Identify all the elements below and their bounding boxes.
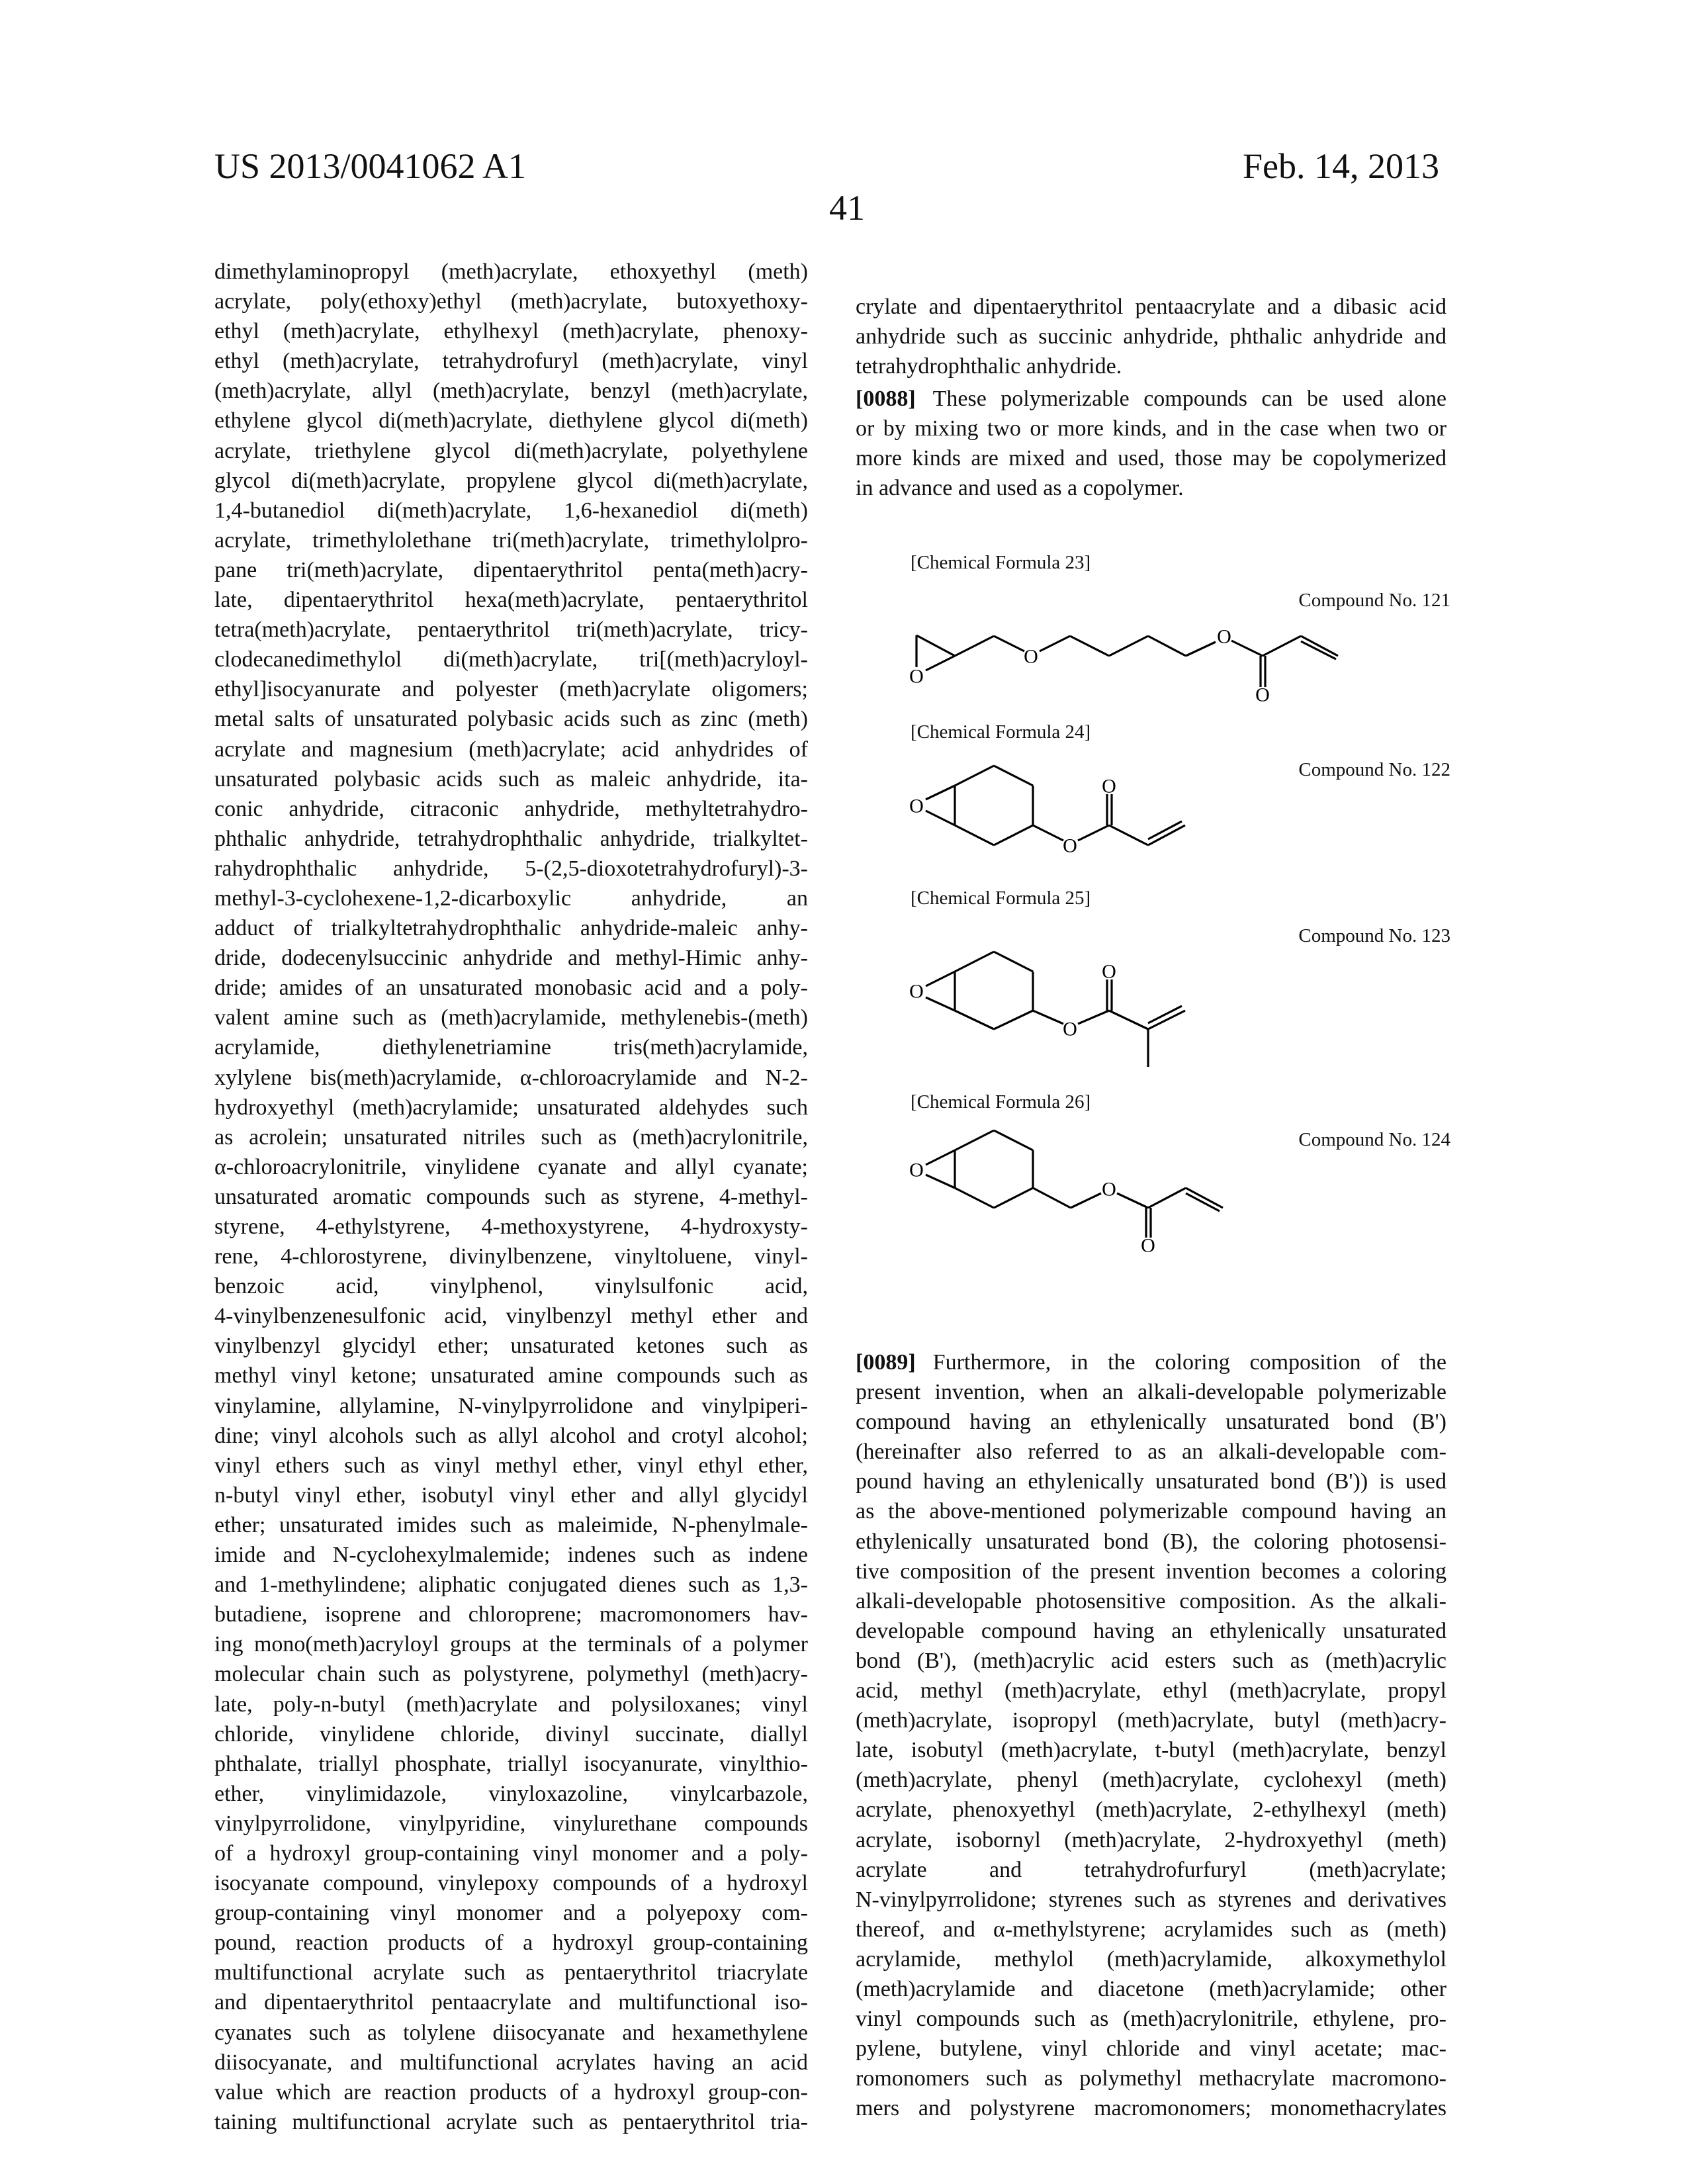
text-line: tive composition of the present invention becomes a coloring bbox=[856, 1557, 1447, 1586]
text-line: ethylene glycol di(meth)acrylate, diethylene glycol di(meth) bbox=[214, 406, 808, 435]
text-line: styrene, 4-ethylstyrene, 4-methoxystyrene, 4-hydroxysty- bbox=[214, 1212, 808, 1242]
text-line: and dipentaerythritol pentaacrylate and multifunctional iso- bbox=[214, 1987, 808, 2017]
publication-number: US 2013/0041062 A1 bbox=[214, 146, 526, 186]
text-line: ing mono(meth)acryloyl groups at the terminals of a polymer bbox=[214, 1629, 808, 1659]
text-line: pound, reaction products of a hydroxyl group-containing bbox=[214, 1928, 808, 1958]
compound-121-label: Compound No. 121 bbox=[1298, 589, 1450, 612]
text-line: metal salts of unsaturated polybasic acids such as zinc (meth) bbox=[214, 704, 808, 734]
formula-25-title: [Chemical Formula 25] bbox=[911, 887, 1091, 909]
text-line: group-containing vinyl monomer and a polyepoxy com- bbox=[214, 1898, 808, 1928]
structure-compound-123 bbox=[909, 952, 1185, 1067]
structure-compound-122 bbox=[909, 766, 1185, 857]
text-line: late, dipentaerythritol hexa(meth)acrylate, pentaerythritol bbox=[214, 585, 808, 615]
paragraph-number: [0088] bbox=[856, 387, 916, 411]
text-line: hydroxyethyl (meth)acrylamide; unsaturated aldehydes such bbox=[214, 1093, 808, 1122]
paragraph-number: [0089] bbox=[856, 1350, 916, 1375]
text-line: methyl-3-cyclohexene-1,2-dicarboxylic anhydride, an bbox=[214, 884, 808, 913]
text-line: ether; unsaturated imides such as maleimide, N-phenylmale- bbox=[214, 1510, 808, 1540]
text-line: pound having an ethylenically unsaturated bond (B')) is used bbox=[856, 1467, 1447, 1496]
text-line: value which are reaction products of a hydroxyl group-con- bbox=[214, 2077, 808, 2107]
compound-122-label: Compound No. 122 bbox=[1298, 758, 1450, 781]
atom-o: O bbox=[1102, 776, 1116, 797]
text-line: (meth)acrylate, isopropyl (meth)acrylate, butyl (meth)acry- bbox=[856, 1706, 1447, 1735]
text-line: dride; amides of an unsaturated monobasic acid and a poly- bbox=[214, 973, 808, 1003]
text-line: diisocyanate, and multifunctional acrylates having an acid bbox=[214, 2048, 808, 2077]
formula-26-title: [Chemical Formula 26] bbox=[911, 1091, 1091, 1113]
text-line: chloride, vinylidene chloride, divinyl succinate, diallyl bbox=[214, 1719, 808, 1749]
text-line: more kinds are mixed and used, those may be copolymerized bbox=[856, 443, 1447, 473]
text-line: compound having an ethylenically unsaturated bond (B') bbox=[856, 1407, 1447, 1437]
text-line: developable compound having an ethylenically unsaturated bbox=[856, 1616, 1447, 1646]
text-line: ethyl (meth)acrylate, ethylhexyl (meth)acrylate, phenoxy- bbox=[214, 316, 808, 346]
text-line: 4-vinylbenzenesulfonic acid, vinylbenzyl methyl ether and bbox=[214, 1301, 808, 1331]
text-line: phthalic anhydride, tetrahydrophthalic anhydride, trialkyltet- bbox=[214, 824, 808, 854]
text-line: pylene, butylene, vinyl chloride and vinyl acetate; mac- bbox=[856, 2034, 1447, 2064]
text-line: acrylate and magnesium (meth)acrylate; acid anhydrides of bbox=[214, 735, 808, 764]
publication-date: Feb. 14, 2013 bbox=[1243, 146, 1439, 186]
text-line: acrylate, phenoxyethyl (meth)acrylate, 2-ethylhexyl (meth) bbox=[856, 1795, 1447, 1825]
text-line: adduct of trialkyltetrahydrophthalic anhydride-maleic anhy- bbox=[214, 913, 808, 943]
text-line: taining multifunctional acrylate such as pentaerythritol tria- bbox=[214, 2107, 808, 2137]
atom-o: O bbox=[909, 666, 924, 688]
text-line: in advance and used as a copolymer. bbox=[856, 473, 1447, 503]
text-line: dine; vinyl alcohols such as allyl alcohol and crotyl alcohol; bbox=[214, 1421, 808, 1451]
text-line: N-vinylpyrrolidone; styrenes such as styrenes and derivatives bbox=[856, 1885, 1447, 1915]
text-line: vinylpyrrolidone, vinylpyridine, vinylurethane compounds bbox=[214, 1809, 808, 1839]
structure-compound-124 bbox=[909, 1130, 1223, 1257]
text-line-content: These polymerizable compounds can be used alone bbox=[933, 387, 1447, 411]
text-line: vinylamine, allylamine, N-vinylpyrrolidone and vinylpiperi- bbox=[214, 1391, 808, 1421]
text-line: acrylate, trimethylolethane tri(meth)acrylate, trimethylolpro- bbox=[214, 525, 808, 555]
text-line: (meth)acrylate, allyl (meth)acrylate, benzyl (meth)acrylate, bbox=[214, 376, 808, 406]
atom-o: O bbox=[1063, 835, 1077, 857]
text-line: present invention, when an alkali-developable polymerizable bbox=[856, 1377, 1447, 1407]
text-line: valent amine such as (meth)acrylamide, methylenebis-(meth) bbox=[214, 1003, 808, 1032]
compound-124-label: Compound No. 124 bbox=[1298, 1128, 1450, 1151]
compound-123-label: Compound No. 123 bbox=[1298, 925, 1450, 947]
text-line: thereof, and α-methylstyrene; acrylamides such as (meth) bbox=[856, 1915, 1447, 1944]
text-line: as acrolein; unsaturated nitriles such as (meth)acrylonitrile, bbox=[214, 1122, 808, 1152]
text-line: phthalate, triallyl phosphate, triallyl isocyanurate, vinylthio- bbox=[214, 1749, 808, 1779]
text-line: crylate and dipentaerythritol pentaacrylate and a dibasic acid bbox=[856, 292, 1447, 322]
text-line: ether, vinylimidazole, vinyloxazoline, vinylcarbazole, bbox=[214, 1779, 808, 1809]
text-line: bond (B'), (meth)acrylic acid esters such as (meth)acrylic bbox=[856, 1646, 1447, 1676]
text-line: acid, methyl (meth)acrylate, ethyl (meth)acrylate, propyl bbox=[856, 1676, 1447, 1706]
text-line: romonomers such as polymethyl methacrylate macromono- bbox=[856, 2064, 1447, 2093]
text-line: acrylamide, diethylenetriamine tris(meth)acrylamide, bbox=[214, 1032, 808, 1062]
text-line: rahydrophthalic anhydride, 5-(2,5-dioxotetrahydrofuryl)-3- bbox=[214, 854, 808, 884]
atom-o: O bbox=[909, 796, 924, 817]
text-line: cyanates such as tolylene diisocyanate and hexamethylene bbox=[214, 2018, 808, 2048]
text-line: 1,4-butanediol di(meth)acrylate, 1,6-hexanediol di(meth) bbox=[214, 496, 808, 525]
text-line: (hereinafter also referred to as an alkali-developable com- bbox=[856, 1437, 1447, 1467]
atom-o: O bbox=[1063, 1019, 1077, 1040]
text-line-content: Furthermore, in the coloring composition of the bbox=[933, 1350, 1447, 1375]
text-line: alkali-developable photosensitive composition. As the alkali- bbox=[856, 1586, 1447, 1616]
text-line: xylylene bis(meth)acrylamide, α-chloroacrylamide and N-2- bbox=[214, 1063, 808, 1093]
text-line: acrylate, isobornyl (meth)acrylate, 2-hydroxyethyl (meth) bbox=[856, 1825, 1447, 1855]
text-line: (meth)acrylamide and diacetone (meth)acrylamide; other bbox=[856, 1974, 1447, 2004]
text-line: ethylenically unsaturated bond (B), the coloring photosensi- bbox=[856, 1527, 1447, 1557]
text-line: acrylamide, methylol (meth)acrylamide, alkoxymethylol bbox=[856, 1944, 1447, 1974]
atom-o: O bbox=[909, 981, 924, 1003]
atom-o: O bbox=[909, 1160, 924, 1181]
text-line: acrylate, poly(ethoxy)ethyl (meth)acrylate, butoxyethoxy- bbox=[214, 287, 808, 316]
text-line: anhydride such as succinic anhydride, phthalic anhydride and bbox=[856, 322, 1447, 351]
formula-23-title: [Chemical Formula 23] bbox=[911, 551, 1091, 574]
text-line: as the above-mentioned polymerizable compound having an bbox=[856, 1496, 1447, 1526]
text-line: glycol di(meth)acrylate, propylene glycol di(meth)acrylate, bbox=[214, 466, 808, 496]
text-line: tetrahydrophthalic anhydride. bbox=[856, 351, 1447, 381]
text-line: pane tri(meth)acrylate, dipentaerythritol penta(meth)acry- bbox=[214, 555, 808, 585]
formula-24-title: [Chemical Formula 24] bbox=[911, 721, 1091, 743]
text-line: (meth)acrylate, phenyl (meth)acrylate, cyclohexyl (meth) bbox=[856, 1765, 1447, 1795]
text-line: late, isobutyl (meth)acrylate, t-butyl (meth)acrylate, benzyl bbox=[856, 1735, 1447, 1765]
text-line: α-chloroacrylonitrile, vinylidene cyanate and allyl cyanate; bbox=[214, 1152, 808, 1182]
text-line: n-butyl vinyl ether, isobutyl vinyl ether and allyl glycidyl bbox=[214, 1480, 808, 1510]
atom-o: O bbox=[1102, 1179, 1116, 1201]
text-line: acrylate, triethylene glycol di(meth)acrylate, polyethylene bbox=[214, 436, 808, 466]
text-line: acrylate and tetrahydrofurfuryl (meth)acrylate; bbox=[856, 1855, 1447, 1885]
text-line: imide and N-cyclohexylmalemide; indenes such as indene bbox=[214, 1540, 808, 1570]
text-line: dride, dodecenylsuccinic anhydride and methyl-Himic anhy- bbox=[214, 943, 808, 973]
text-line: tetra(meth)acrylate, pentaerythritol tri(meth)acrylate, tricy- bbox=[214, 615, 808, 645]
text-line: butadiene, isoprene and chloroprene; macromonomers hav- bbox=[214, 1600, 808, 1629]
atom-o: O bbox=[1024, 646, 1038, 668]
atom-o: O bbox=[1255, 684, 1270, 706]
atom-o: O bbox=[1102, 961, 1116, 983]
text-line: conic anhydride, citraconic anhydride, methyltetrahydro- bbox=[214, 794, 808, 824]
text-line: benzoic acid, vinylphenol, vinylsulfonic acid, bbox=[214, 1271, 808, 1301]
text-line: vinyl compounds such as (meth)acrylonitrile, ethylene, pro- bbox=[856, 2004, 1447, 2034]
text-line: unsaturated polybasic acids such as maleic anhydride, ita- bbox=[214, 764, 808, 794]
chemical-structures bbox=[0, 0, 1694, 2184]
text-line: of a hydroxyl group-containing vinyl monomer and a poly- bbox=[214, 1839, 808, 1868]
text-line: unsaturated aromatic compounds such as styrene, 4-methyl- bbox=[214, 1182, 808, 1212]
structure-compound-121 bbox=[909, 626, 1338, 706]
page-number: 41 bbox=[814, 188, 880, 228]
text-line: multifunctional acrylate such as pentaerythritol triacrylate bbox=[214, 1958, 808, 1987]
atom-o: O bbox=[1141, 1235, 1155, 1257]
text-line: methyl vinyl ketone; unsaturated amine compounds such as bbox=[214, 1361, 808, 1390]
text-line: molecular chain such as polystyrene, polymethyl (meth)acry- bbox=[214, 1659, 808, 1689]
text-line: or by mixing two or more kinds, and in the case when two or bbox=[856, 414, 1447, 443]
text-line: ethyl (meth)acrylate, tetrahydrofuryl (meth)acrylate, vinyl bbox=[214, 346, 808, 376]
text-line: ethyl]isocyanurate and polyester (meth)acrylate oligomers; bbox=[214, 674, 808, 704]
text-line: late, poly-n-butyl (meth)acrylate and polysiloxanes; vinyl bbox=[214, 1690, 808, 1719]
text-line: vinyl ethers such as vinyl methyl ether, vinyl ethyl ether, bbox=[214, 1451, 808, 1480]
text-line: rene, 4-chlorostyrene, divinylbenzene, vinyltoluene, vinyl- bbox=[214, 1242, 808, 1271]
text-line: dimethylaminopropyl (meth)acrylate, ethoxyethyl (meth) bbox=[214, 257, 808, 287]
atom-o: O bbox=[1217, 626, 1231, 648]
text-line: isocyanate compound, vinylepoxy compounds of a hydroxyl bbox=[214, 1868, 808, 1898]
text-line: vinylbenzyl glycidyl ether; unsaturated ketones such as bbox=[214, 1331, 808, 1361]
text-line: and 1-methylindene; aliphatic conjugated dienes such as 1,3- bbox=[214, 1570, 808, 1600]
text-line: mers and polystyrene macromonomers; monomethacrylates bbox=[856, 2093, 1447, 2123]
text-line: clodecanedimethylol di(meth)acrylate, tri[(meth)acryloyl- bbox=[214, 645, 808, 674]
